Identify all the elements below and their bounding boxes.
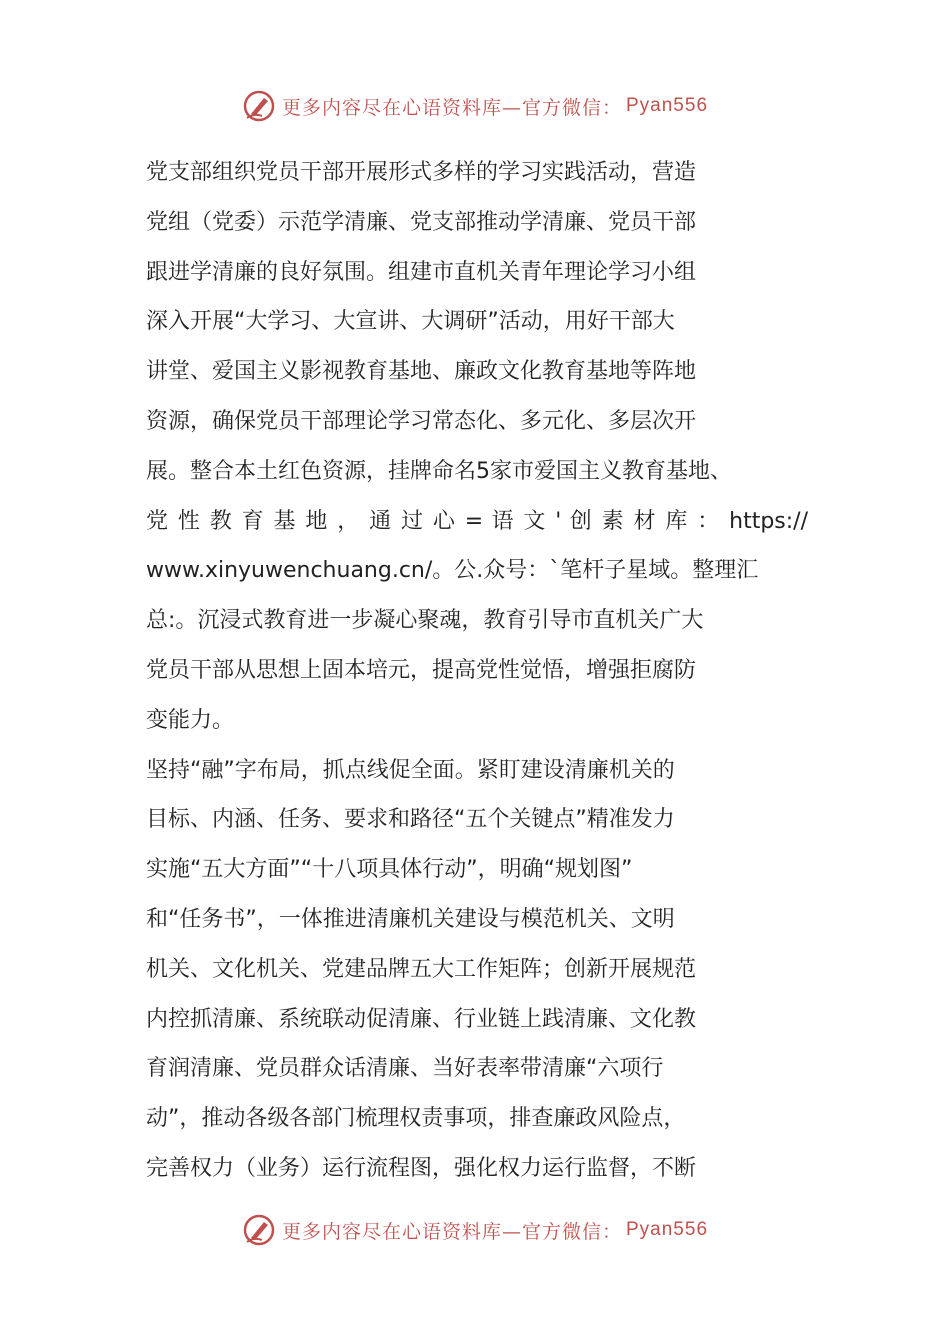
body-line: 完善权力（业务）运行流程图，强化权力运行监督，不断	[146, 1155, 697, 1181]
body-line: 跟进学清廉的良好氛围。组建市直机关青年理论学习小组	[146, 259, 697, 285]
body-line-link: www.xinyuwenchuang.cn/。公.众号：`笔杆子星域。整理汇	[146, 558, 759, 584]
body-line: 动”，推动各级各部门梳理权责事项，排查廉政风险点，	[146, 1106, 686, 1132]
body-line: 展。整合本土红色资源，挂牌命名5家市爱国主义教育基地、	[146, 458, 732, 484]
body-line: 坚持“融”字布局，抓点线促全面。紧盯建设清廉机关的	[146, 757, 675, 783]
body-line: 机关、文化机关、党建品牌五大工作矩阵；创新开展规范	[146, 956, 697, 982]
body-line: 党支部组织党员干部开展形式多样的学习实践活动，营造	[146, 160, 697, 185]
body-line: 变能力。	[146, 707, 235, 733]
pen-circle-logo-icon	[242, 89, 276, 123]
document-body	[146, 148, 808, 1194]
pen-circle-logo-icon	[242, 1213, 276, 1247]
body-line: 党 性 教 育 基 地 ， 通 过 心 = 语 文 ' 创 素 材 库 ： https://	[146, 508, 808, 534]
header-wechat-id: Pyan556	[626, 95, 709, 116]
body-line: 和“任务书”，一体推进清廉机关建设与模范机关、文明	[146, 906, 675, 932]
body-line: 育润清廉、党员群众话清廉、当好表率带清廉“六项行	[146, 1056, 664, 1082]
footer-wechat-id: Pyan556	[626, 1219, 709, 1240]
footer-banner	[0, 1210, 950, 1250]
body-line: 党组（党委）示范学清廉、党支部推动学清廉、党员干部	[146, 209, 697, 235]
body-line: 深入开展“大学习、大宣讲、大调研”活动，用好干部大	[146, 309, 675, 335]
footer-banner-text: 更多内容尽在心语资料库—官方微信：	[281, 1220, 622, 1243]
header-banner-text: 更多内容尽在心语资料库—官方微信：	[281, 96, 622, 119]
body-line: 讲堂、爱国主义影视教育基地、廉政文化教育基地等阵地	[146, 359, 697, 385]
body-line: 内控抓清廉、系统联动促清廉、行业链上践清廉、文化教	[146, 1006, 697, 1032]
body-line: 实施“五大方面”“十八项具体行动”，明确“规划图”	[146, 857, 633, 883]
body-line: 资源，确保党员干部理论学习常态化、多元化、多层次开	[146, 408, 697, 434]
body-line: 总:。沉浸式教育进一步凝心聚魂，教育引导市直机关广大	[146, 608, 704, 634]
header-banner	[0, 86, 950, 126]
body-line: 目标、内涵、任务、要求和路径“五个关键点”精准发力	[146, 807, 675, 833]
body-line: 党员干部从思想上固本培元，提高党性觉悟，增强拒腐防	[146, 657, 697, 683]
